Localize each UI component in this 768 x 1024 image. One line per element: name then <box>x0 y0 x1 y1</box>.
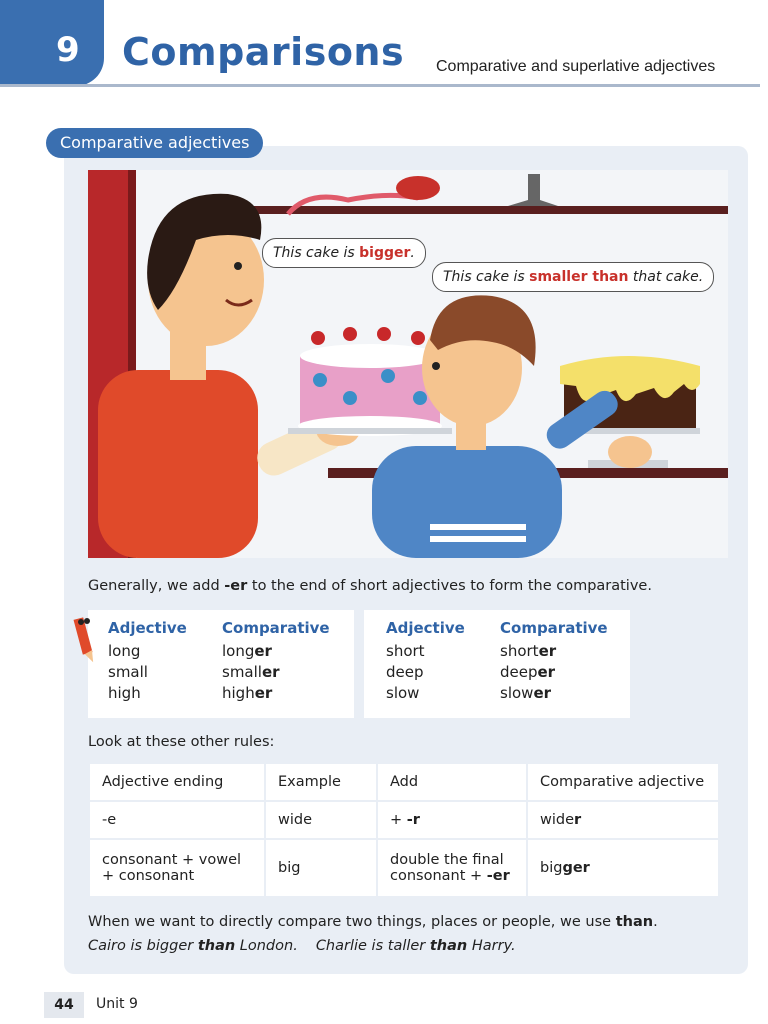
comparative-item: smaller <box>222 663 280 681</box>
adjective-header: Adjective <box>108 619 187 637</box>
unit-badge <box>0 0 104 86</box>
rules-table <box>88 762 720 898</box>
cake-shop-illustration <box>88 170 728 558</box>
unit-subtitle: Comparative and superlative adjectives <box>436 58 716 75</box>
pencil-icon <box>72 612 96 666</box>
example-cell: big <box>265 839 377 897</box>
comparative-item: longer <box>222 642 272 660</box>
header-divider <box>0 84 760 87</box>
unit-title: Comparisons <box>122 30 405 74</box>
example-sentences: Cairo is bigger than London. Charlie is taller than Harry. <box>88 938 516 954</box>
comparative-header: Comparative <box>222 619 330 637</box>
comparative-cell: wider <box>527 801 719 839</box>
adjective-item: long <box>108 642 141 660</box>
header-cell: Comparative adjective <box>527 763 719 801</box>
adjective-item: deep <box>386 663 424 681</box>
comparative-item: slower <box>500 684 552 702</box>
section-title: Comparative adjectives <box>46 128 263 158</box>
adjective-table-1 <box>88 610 354 718</box>
table-header-row <box>89 763 719 801</box>
page-number: 44 <box>44 992 84 1018</box>
unit-number: 9 <box>56 30 80 70</box>
adjective-table-2 <box>364 610 630 718</box>
adjective-item: high <box>108 684 141 702</box>
add-cell: + -r <box>377 801 527 839</box>
top-shelf <box>178 206 728 214</box>
header-cell: Example <box>265 763 377 801</box>
example-cell: wide <box>265 801 377 839</box>
than-explanation: When we want to directly compare two things, places or people, we use than. <box>88 914 658 930</box>
add-cell: double the final consonant + -er <box>377 839 527 897</box>
adjective-item: slow <box>386 684 420 702</box>
speech-bubble-bigger: This cake is bigger. <box>262 238 426 268</box>
header-cell: Add <box>377 763 527 801</box>
ending-cell: -e <box>89 801 265 839</box>
table-row <box>89 839 719 897</box>
comparative-item: deeper <box>500 663 556 681</box>
footer-unit-label: Unit 9 <box>96 996 138 1012</box>
header-cell: Adjective ending <box>89 763 265 801</box>
adjective-header: Adjective <box>386 619 465 637</box>
look-rules-text: Look at these other rules: <box>88 734 275 750</box>
rule-intro: Generally, we add -er to the end of short adjectives to form the comparative. <box>88 578 652 594</box>
comparative-header: Comparative <box>500 619 608 637</box>
adjective-item: short <box>386 642 425 660</box>
comparative-item: shorter <box>500 642 557 660</box>
adjective-item: small <box>108 663 148 681</box>
comparative-item: higher <box>222 684 273 702</box>
ending-cell: consonant + vowel + consonant <box>89 839 265 897</box>
comparative-cell: bigger <box>527 839 719 897</box>
table-row <box>89 801 719 839</box>
speech-bubble-smaller: This cake is smaller than that cake. <box>432 262 714 292</box>
